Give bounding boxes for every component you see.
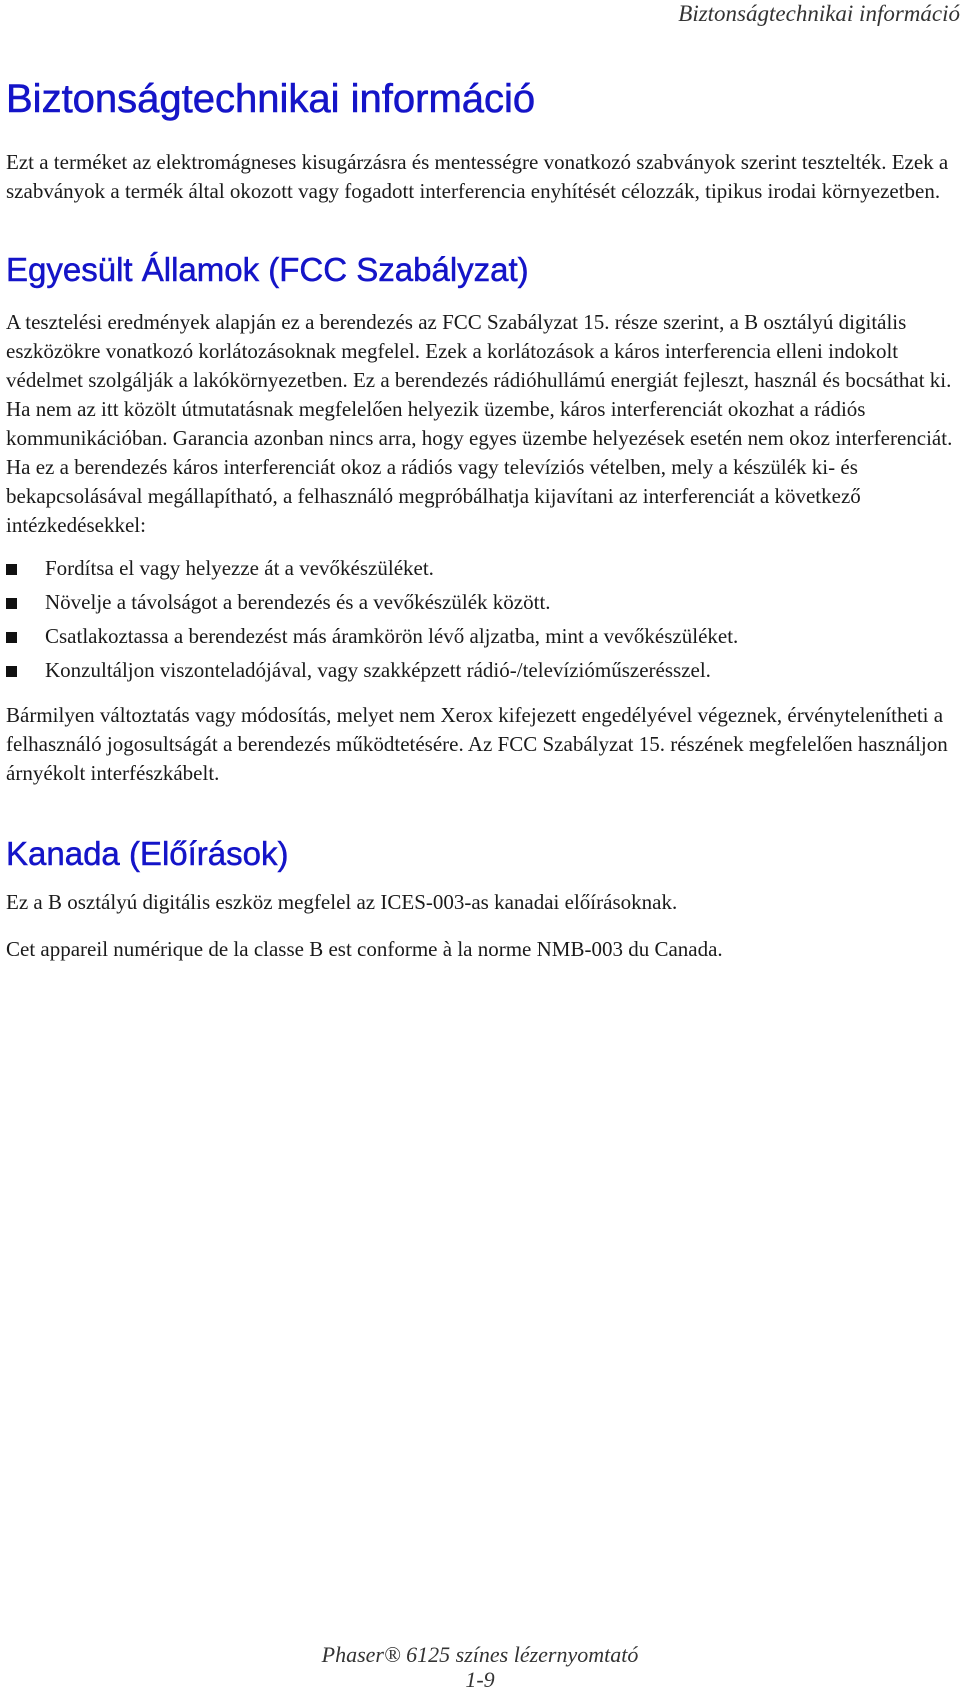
list-item-text: Konzultáljon viszonteladójával, vagy szakképzett rádió-/televízióműszerésszel. — [45, 658, 711, 682]
running-header: Biztonságtechnikai információ — [678, 1, 960, 26]
list-item — [6, 554, 956, 583]
list-item-text: Csatlakoztassa a berendezést más áramkörön lévő aljzatba, mint a vevőkészüléket. — [45, 624, 739, 648]
intro-paragraph: Ezt a terméket az elektromágneses kisugárzásra és mentességre vonatkozó szabványok szerint tesztelték. Ezek a szabványok a termék által okozott vagy fogadott interferencia enyhítését célozzák, tipikus irodai környezetben. — [6, 150, 949, 203]
square-bullet-icon — [6, 564, 17, 575]
page-title: Biztonságtechnikai információ — [6, 77, 536, 121]
footer-page-number: 1-9 — [465, 1667, 495, 1692]
fcc-measures-list — [6, 554, 956, 685]
canada-paragraph-hungarian: Ez a B osztályú digitális eszköz megfelel az ICES-003-as kanadai előírásoknak. — [6, 890, 678, 914]
square-bullet-icon — [6, 666, 17, 677]
section-heading-fcc: Egyesült Államok (FCC Szabályzat) — [6, 251, 529, 288]
section-heading-canada: Kanada (Előírások) — [6, 835, 289, 872]
canada-paragraph-french: Cet appareil numérique de la classe B est conforme à la norme NMB-003 du Canada. — [6, 937, 723, 961]
fcc-modification-paragraph: Bármilyen változtatás vagy módosítás, melyet nem Xerox kifejezett engedélyével végeznek, érvénytelenítheti a felhasználó jogosultságát a berendezés működtetésére. Az FCC Szabályzat 15. részének megfelelően használjon árnyékolt interfészkábelt. — [6, 703, 948, 785]
list-item — [6, 656, 956, 685]
list-item — [6, 588, 956, 617]
page-footer — [0, 1642, 960, 1692]
square-bullet-icon — [6, 598, 17, 609]
footer-product-name: Phaser® 6125 színes lézernyomtató — [321, 1642, 639, 1667]
list-item-text: Fordítsa el vagy helyezze át a vevőkészüléket. — [45, 556, 434, 580]
square-bullet-icon — [6, 632, 17, 643]
document-body — [6, 74, 956, 964]
fcc-paragraph: A tesztelési eredmények alapján ez a berendezés az FCC Szabályzat 15. része szerint, a B osztályú digitális eszközökre vonatkozó korlátozásoknak megfelel. Ezek a korlátozások a káros interferencia elleni indokolt védelmet szolgálják a lakókörnyezetben. Ez a berendezés rádióhullámú energiát fejleszt, használ és bocsáthat ki. Ha nem az itt közölt útmutatásnak megfelelően helyezik üzembe, káros interferenciát okozhat a rádiós kommunikációban. Garancia azonban nincs arra, hogy egyes üzembe helyezések esetén nem okoz interferenciát. Ha ez a berendezés káros interferenciát okoz a rádiós vagy televíziós vételben, mely a készülék ki- és bekapcsolásával megállapítható, a felhasználó megpróbálhatja kijavítani az interferenciát a következő intézkedésekkel: — [6, 310, 953, 537]
list-item — [6, 622, 956, 651]
list-item-text: Növelje a távolságot a berendezés és a vevőkészülék között. — [45, 590, 551, 614]
